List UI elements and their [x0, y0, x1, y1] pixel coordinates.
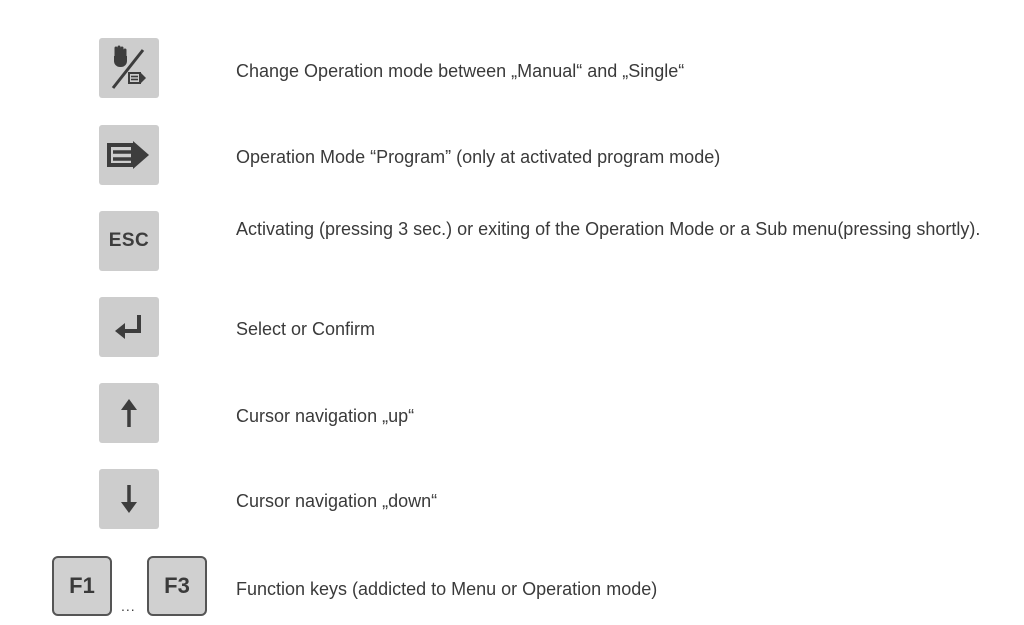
enter-description: Select or Confirm [236, 319, 376, 339]
manual-single-key[interactable] [99, 38, 159, 98]
program-description: Operation Mode “Program” (only at activated program mode) [236, 147, 721, 167]
f3-key[interactable] [147, 556, 207, 616]
f1-key[interactable] [52, 556, 112, 616]
arrow-down-icon [114, 479, 144, 519]
program-key[interactable] [99, 125, 159, 185]
manual-single-description: Change Operation mode between „Manual“ and „Single“ [236, 61, 685, 81]
down-description: Cursor navigation „down“ [236, 491, 438, 511]
function-keys-description: Function keys (addicted to Menu or Operation mode) [236, 579, 658, 599]
esc-key[interactable] [99, 211, 159, 271]
program-arrow-icon [105, 135, 153, 175]
function-keys-ellipsis: ... [121, 598, 136, 614]
f1-label: F1 [69, 573, 95, 598]
arrow-up-icon [114, 393, 144, 433]
up-key[interactable] [99, 383, 159, 443]
up-description: Cursor navigation „up“ [236, 406, 415, 426]
hand-slash-program-icon [105, 44, 153, 92]
esc-icon: ESC [108, 230, 150, 251]
enter-icon [109, 309, 149, 345]
esc-description: Activating (pressing 3 sec.) or exiting of the Operation Mode or a Sub menu(pressing shortly). [236, 219, 981, 239]
down-key[interactable] [99, 469, 159, 529]
enter-key[interactable] [99, 297, 159, 357]
f3-label: F3 [164, 573, 190, 598]
